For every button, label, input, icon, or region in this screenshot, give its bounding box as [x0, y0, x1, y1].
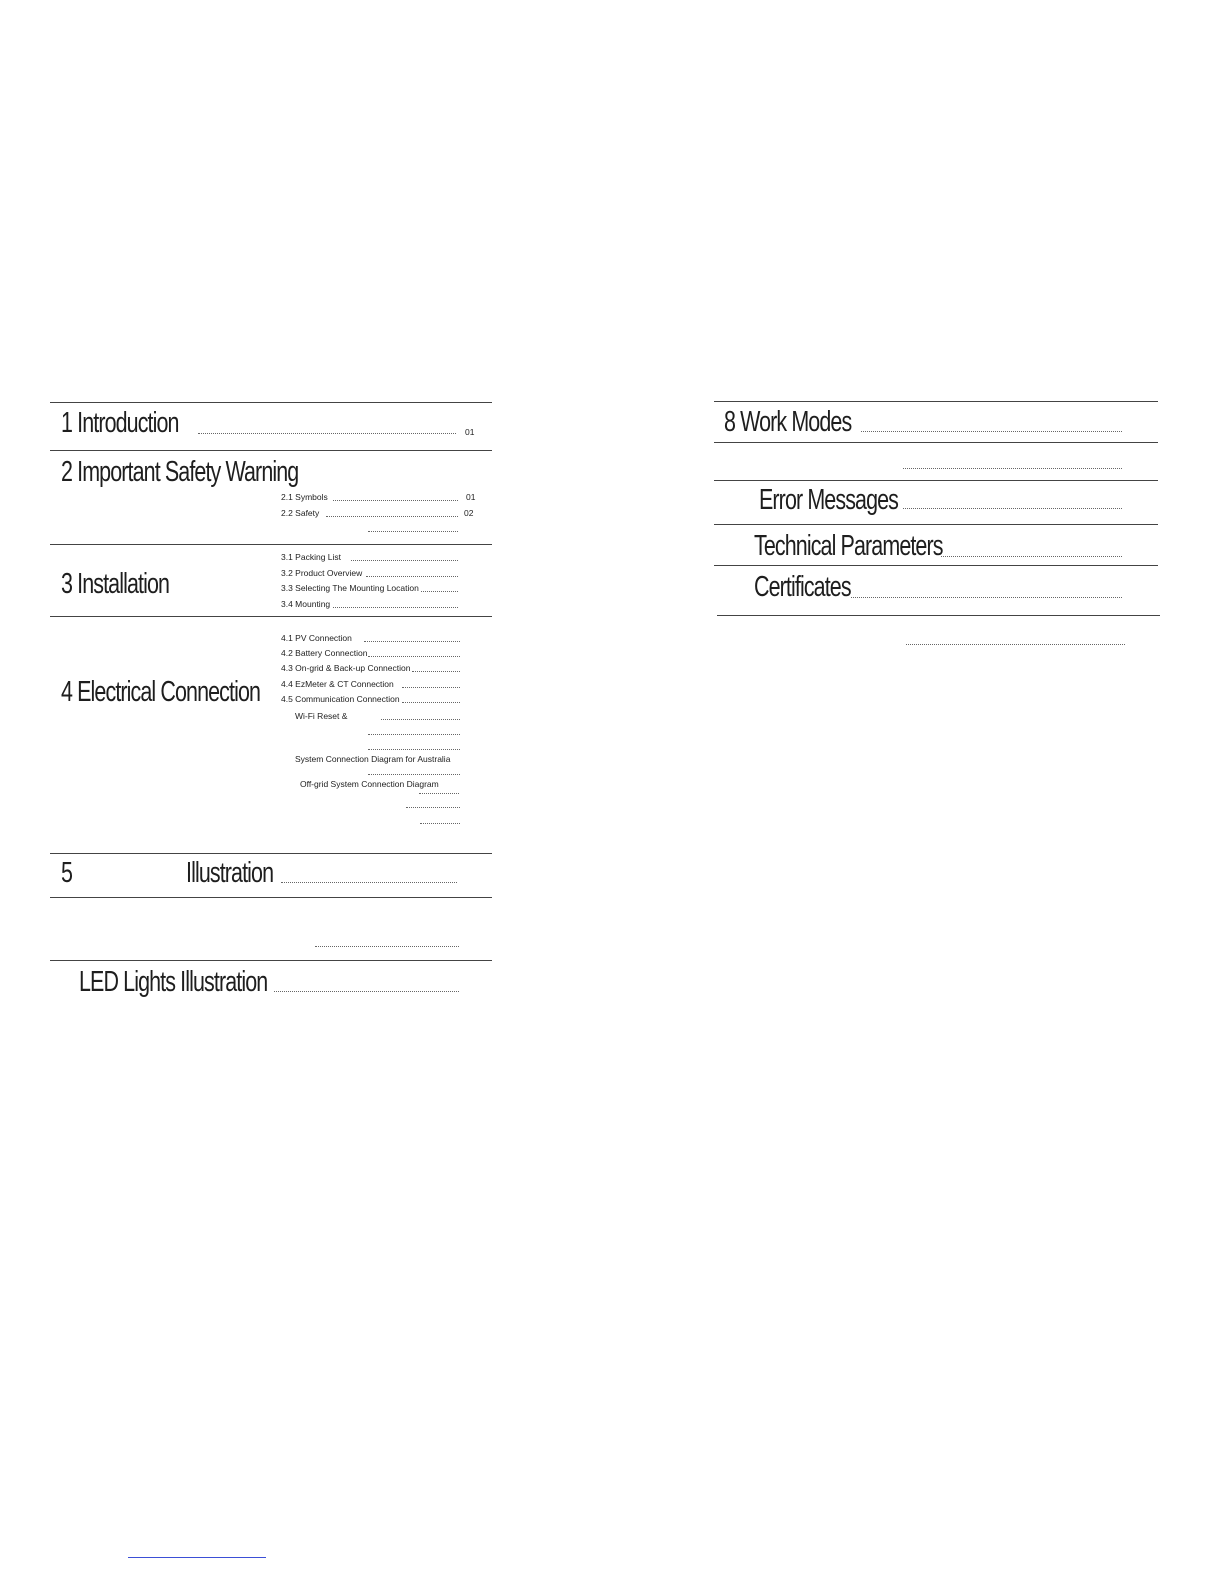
dot-leader [198, 433, 456, 434]
dot-leader [368, 656, 460, 657]
dot-leader [381, 719, 460, 720]
dot-leader [333, 500, 458, 501]
page-number: 01 [465, 427, 475, 437]
toc-item-safety[interactable]: 2.2 Safety [281, 508, 320, 518]
toc-item-system-diagram-australia[interactable]: System Connection Diagram for Australia [295, 754, 451, 764]
hyperlink-underline[interactable] [128, 1557, 266, 1558]
dot-leader [368, 774, 460, 775]
dot-leader [368, 734, 460, 735]
toc-heading-installation[interactable]: 3 Installation [61, 568, 170, 600]
dot-leader [274, 991, 459, 992]
divider [714, 401, 1158, 402]
toc-item-ezmeter-ct[interactable]: 4.4 EzMeter & CT Connection [281, 679, 394, 689]
dot-leader [412, 671, 460, 672]
divider [714, 524, 1158, 525]
toc-item-mounting-location[interactable]: 3.3 Selecting The Mounting Location [281, 583, 419, 593]
divider [50, 450, 492, 451]
dot-leader [326, 516, 458, 517]
toc-item-ongrid-backup[interactable]: 4.3 On-grid & Back-up Connection [281, 663, 411, 673]
dot-leader [368, 531, 458, 532]
toc-item-battery-connection[interactable]: 4.2 Battery Connection [281, 648, 368, 658]
dot-leader [906, 644, 1125, 645]
toc-item-wifi-reset[interactable]: Wi-Fi Reset & [295, 711, 348, 721]
toc-item-offgrid-diagram[interactable]: Off-grid System Connection Diagram [300, 779, 439, 789]
dot-leader [281, 882, 457, 883]
divider [717, 615, 1160, 616]
toc-item-packing-list[interactable]: 3.1 Packing List [281, 552, 342, 562]
dot-leader [420, 823, 460, 824]
dot-leader [861, 431, 1122, 432]
dot-leader [419, 793, 459, 794]
toc-heading-illustration[interactable]: Illustration [186, 857, 274, 889]
dot-leader [406, 807, 460, 808]
divider [714, 480, 1158, 481]
toc-item-product-overview[interactable]: 3.2 Product Overview [281, 568, 363, 578]
dot-leader [402, 687, 460, 688]
dot-leader [333, 607, 458, 608]
dot-leader [351, 560, 458, 561]
divider [714, 565, 1158, 566]
dot-leader [315, 946, 459, 947]
toc-heading-safety[interactable]: 2 Important Safety Warning [61, 456, 299, 488]
divider [50, 853, 492, 854]
toc-heading-number: 5 [61, 857, 73, 889]
page-number: 02 [464, 508, 474, 518]
divider [50, 616, 492, 617]
toc-item-communication[interactable]: 4.5 Communication Connection [281, 694, 400, 704]
toc-heading-led[interactable]: LED Lights Illustration [79, 966, 268, 998]
toc-heading-work-modes[interactable]: 8 Work Modes [724, 406, 852, 438]
dot-leader [851, 597, 1122, 598]
dot-leader [903, 508, 1122, 509]
dot-leader [402, 702, 460, 703]
page-number: 01 [466, 492, 476, 502]
divider [50, 960, 492, 961]
toc-heading-introduction[interactable]: 1 Introduction [61, 407, 179, 439]
toc-item-mounting[interactable]: 3.4 Mounting [281, 599, 331, 609]
dot-leader [421, 591, 458, 592]
divider [50, 402, 492, 403]
toc-item-symbols[interactable]: 2.1 Symbols [281, 492, 328, 502]
dot-leader [366, 576, 458, 577]
toc-heading-technical-parameters[interactable]: Technical Parameters [754, 530, 943, 562]
dot-leader [941, 556, 1122, 557]
toc-heading-electrical[interactable]: 4 Electrical Connection [61, 676, 261, 708]
toc-heading-error-messages[interactable]: Error Messages [759, 484, 899, 516]
dot-leader [368, 749, 460, 750]
divider [50, 897, 492, 898]
divider [714, 442, 1158, 443]
dot-leader [364, 641, 460, 642]
toc-heading-certificates[interactable]: Certificates [754, 571, 851, 603]
dot-leader [903, 468, 1122, 469]
divider [50, 544, 492, 545]
toc-item-pv-connection[interactable]: 4.1 PV Connection [281, 633, 352, 643]
